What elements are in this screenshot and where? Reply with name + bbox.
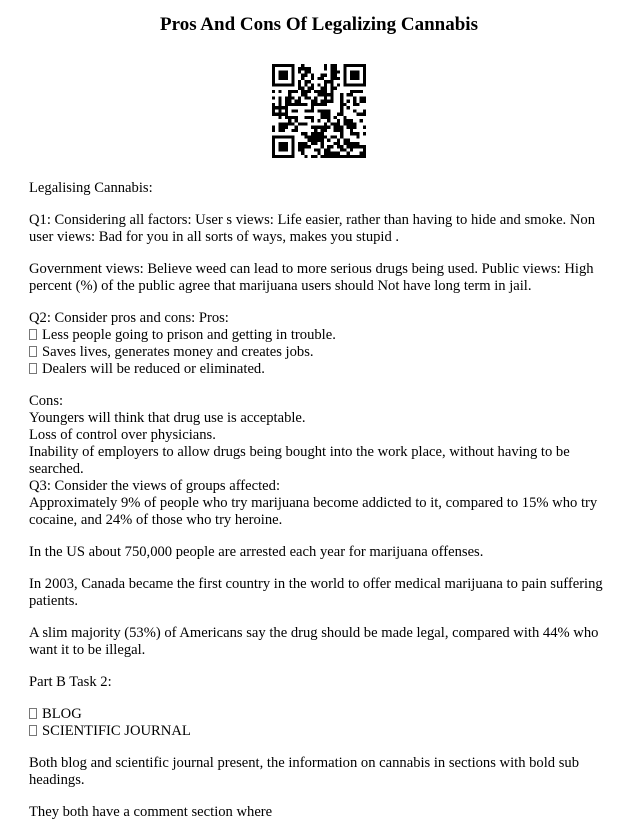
- bullet-box-icon: [29, 363, 37, 374]
- pro-item: Saves lives, generates money and creates jobs.: [29, 344, 619, 361]
- cons-section: [29, 393, 619, 529]
- pro-item: Dealers will be reduced or eliminated.: [29, 361, 619, 378]
- con-item: Youngers will think that drug use is acceptable.: [29, 410, 306, 426]
- q3-text: Approximately 9% of people who try marijuana become addicted to it, compared to 15% who try cocaine, and 24% of those who try heroine.: [29, 495, 598, 528]
- bullet-box-icon: [29, 329, 37, 340]
- cons-heading: Cons:: [29, 393, 64, 409]
- bullet-box-icon: [29, 346, 37, 357]
- majority-text: A slim majority (53%) of Americans say the drug should be made legal, compared with 44% who want it to be illegal.: [29, 625, 599, 658]
- q2-section: [29, 310, 619, 378]
- pro-item: Less people going to prison and getting in trouble.: [29, 327, 619, 344]
- government-views-text: Government views: Believe weed can lead to more serious drugs being used. Public views: High percent (%) of the public agree that marijuana users should Not have long term in jail.: [29, 261, 594, 294]
- document-body: [29, 180, 619, 836]
- q3-heading: Q3: Consider the views of groups affected:: [29, 478, 281, 494]
- us-arrests-text: In the US about 750,000 people are arrested each year for marijuana offenses.: [29, 544, 484, 560]
- comparison-text: Both blog and scientific journal present, the information on cannabis in sections with bold sub headings.: [29, 755, 580, 788]
- bullet-box-icon: [29, 725, 37, 736]
- q2-heading: Q2: Consider pros and cons: Pros:: [29, 310, 229, 326]
- q1-text: Q1: Considering all factors: User s views: Life easier, rather than having to hide and smoke. Non user views: Bad for you in all sorts of ways, makes you stupid .: [29, 212, 595, 245]
- qr-code-icon: [272, 64, 366, 158]
- document-title: Pros And Cons Of Legalizing Cannabis: [160, 14, 478, 35]
- source-item: SCIENTIFIC JOURNAL: [29, 723, 619, 740]
- con-item: Loss of control over physicians.: [29, 427, 216, 443]
- bullet-box-icon: [29, 708, 37, 719]
- source-item: BLOG: [29, 706, 619, 723]
- intro-text: Legalising Cannabis:: [29, 180, 153, 196]
- part-b-heading: Part B Task 2:: [29, 674, 112, 690]
- comment-text: They both have a comment section where: [29, 804, 273, 820]
- canada-text: In 2003, Canada became the first country in the world to offer medical marijuana to pain suffering patients.: [29, 576, 603, 609]
- con-item: Inability of employers to allow drugs being bought into the work place, without having to be searched.: [29, 444, 570, 477]
- sources-list: [29, 706, 619, 740]
